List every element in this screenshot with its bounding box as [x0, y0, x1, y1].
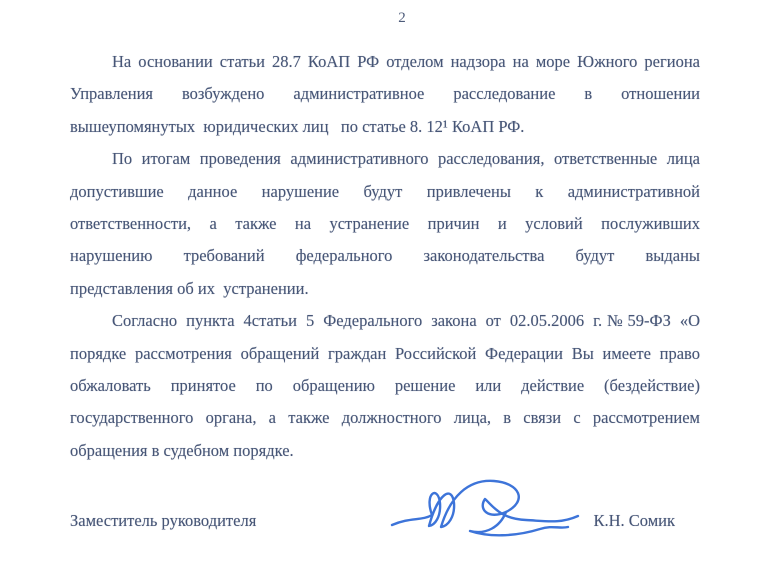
paragraph-line: На основании статьи 28.7 КоАП РФ отделом надзора на море Южного региона [112, 52, 700, 71]
paragraph-line: представления об их устранении. [70, 278, 309, 298]
handwritten-signature-icon [388, 469, 588, 549]
paragraph-line: государственного органа, а также должностного лица, в связи с рассмотрением [70, 408, 700, 428]
paragraph-line: вышеупомянутых юридических лиц по статье 8. 12¹ КоАП РФ. [70, 116, 525, 136]
paragraph-line: Согласно пункта 4статьи 5 Федерального закона от 02.05.2006 г.№59-ФЗ «О [112, 311, 700, 331]
paragraph-line: ответственности, а также на устранение причин и условий послуживших [70, 213, 700, 233]
signer-position-title: Заместитель руководителя [70, 511, 257, 531]
signature-block [70, 511, 700, 541]
paragraph-line: допустившие данное нарушение будут привлечены к административной [70, 181, 700, 201]
paragraph-line: обжаловать принятое по обращению решение или действие (бездействие) [70, 375, 700, 395]
page-number: 2 [398, 10, 406, 26]
signer-name: К.Н. Сомик [593, 511, 675, 531]
paragraph-line: Управления возбуждено административное расследование в отношении [70, 84, 700, 104]
paragraph-line: нарушению требований федерального законодательства будут выданы [70, 246, 700, 266]
document-body [70, 46, 700, 467]
paragraph-line: По итогам проведения административного расследования, ответственные лица [112, 149, 700, 169]
paragraph-line: порядке рассмотрения обращений граждан Российской Федерации Вы имеете право [70, 343, 700, 363]
paragraph-line: обращения в судебном порядке. [70, 440, 294, 460]
